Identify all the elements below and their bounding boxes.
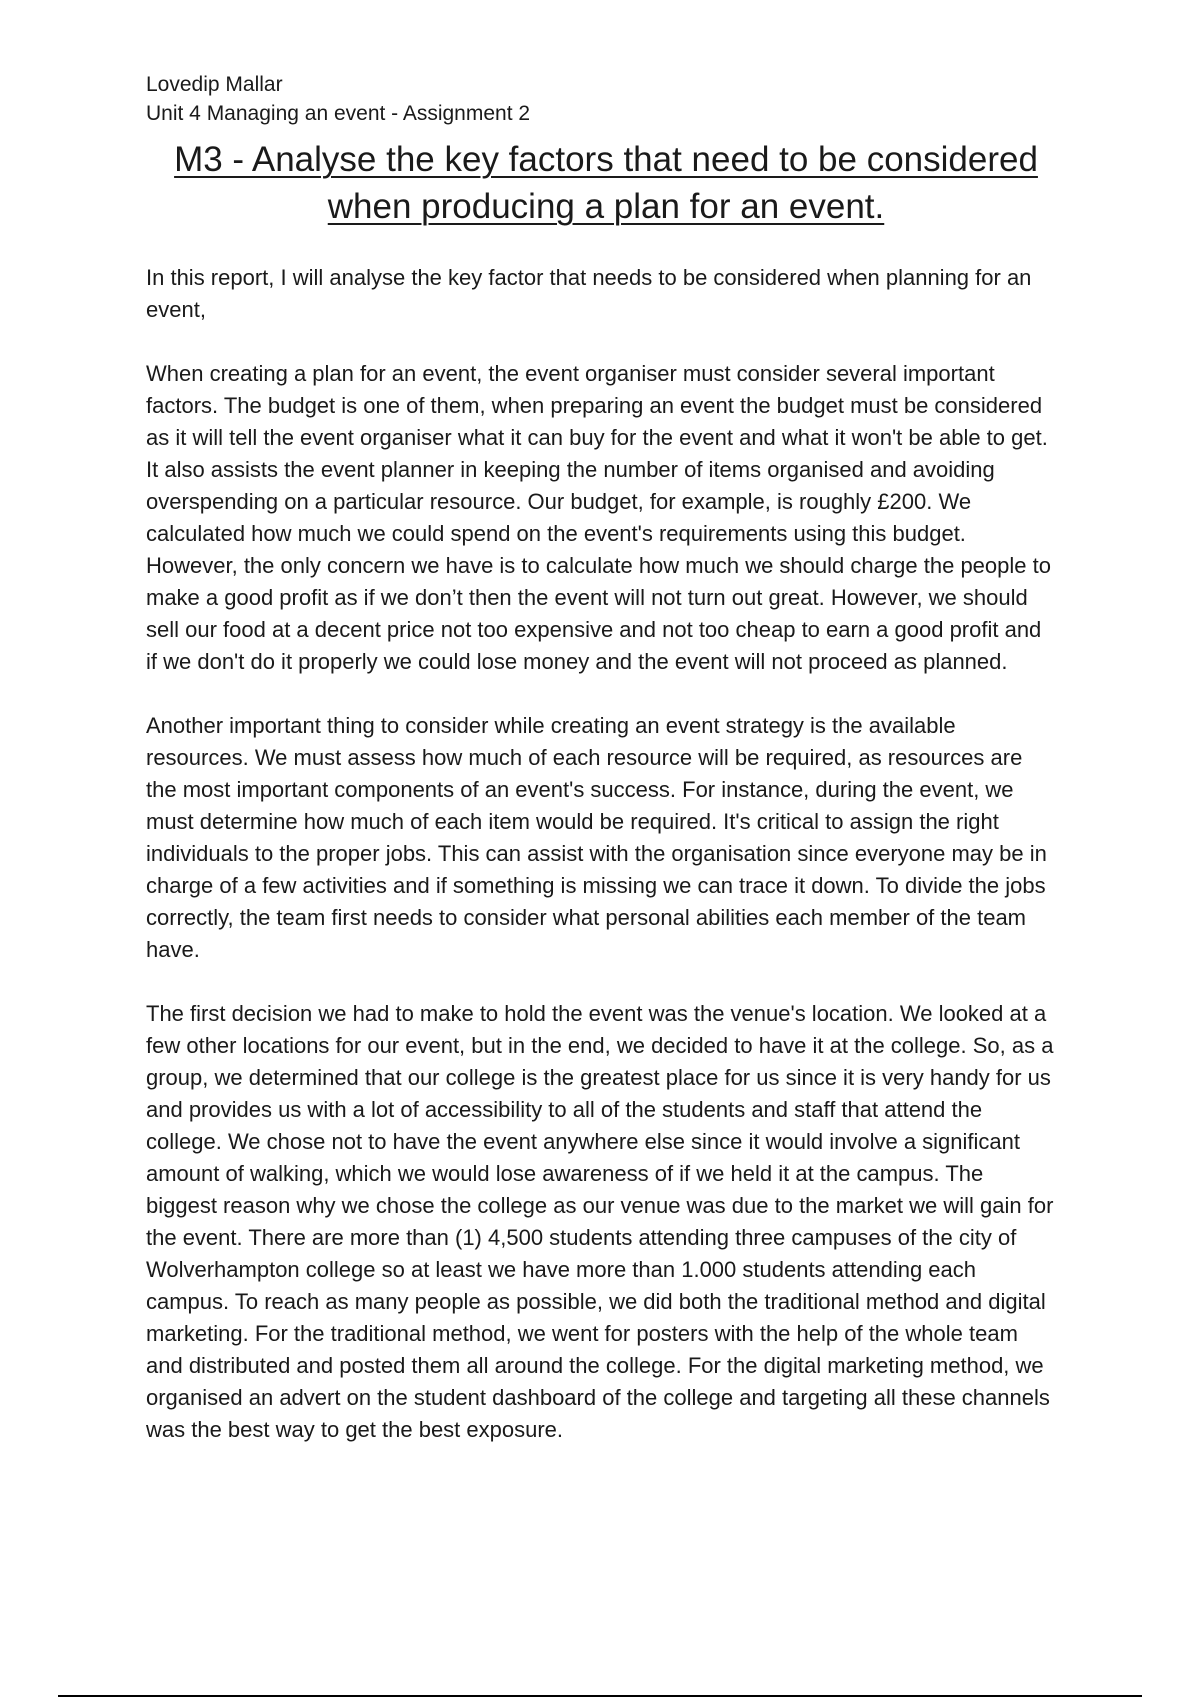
- venue-paragraph: The first decision we had to make to hold the event was the venue's location. We looked at a few other locations for our event, but in the end, we decided to have it at the college. So, as a group, we determined that our college is the greatest place for us since it is very handy for us and provides us with a lot of accessibility to all of the students and staff that attend the college. We chose not to have the event anywhere else since it would involve a significant amount of walking, which we would lose awareness of if we held it at the campus. The biggest reason why we chose the college as our venue was due to the market we will gain for the event. There are more than (1) 4,500 students attending three campuses of the city of Wolverhampton college so at least we have more than 1.000 students attending each campus. To reach as many people as possible, we did both the traditional method and digital marketing. For the traditional method, we went for posters with the help of the whole team and distributed and posted them all around the college. For the digital marketing method, we organised an advert on the student dashboard of the college and targeting all these channels was the best way to get the best exposure.: [146, 1001, 1054, 1442]
- document-title: M3 - Analyse the key factors that need to be considered when producing a plan for an event.: [174, 140, 1038, 226]
- document-page: [146, 70, 1066, 1478]
- footer-divider: [58, 1695, 1142, 1697]
- budget-paragraph: When creating a plan for an event, the event organiser must consider several important factors. The budget is one of them, when preparing an event the budget must be considered as it will tell the event organiser what it can buy for the event and what it won't be able to get. It also assists the event planner in keeping the number of items organised and avoiding overspending on a particular resource. Our budget, for example, is roughly £200. We calculated how much we could spend on the event's requirements using this budget. However, the only concern we have is to calculate how much we should charge the people to make a good profit as if we don’t then the event will not turn out great. However, we should sell our food at a decent price not too expensive and not too cheap to earn a good profit and if we don't do it properly we could lose money and the event will not proceed as planned.: [146, 361, 1051, 674]
- resources-paragraph: Another important thing to consider while creating an event strategy is the available resources. We must assess how much of each resource will be required, as resources are the most important components of an event's success. For instance, during the event, we must determine how much of each item would be required. It's critical to assign the right individuals to the proper jobs. This can assist with the organisation since everyone may be in charge of a few activities and if something is missing we can trace it down. To divide the jobs correctly, the team first needs to consider what personal abilities each member of the team have.: [146, 713, 1047, 962]
- author-name: Lovedip Mallar: [146, 73, 283, 96]
- intro-paragraph: In this report, I will analyse the key factor that needs to be considered when planning for an event,: [146, 265, 1032, 322]
- unit-subtitle: Unit 4 Managing an event - Assignment 2: [146, 102, 531, 125]
